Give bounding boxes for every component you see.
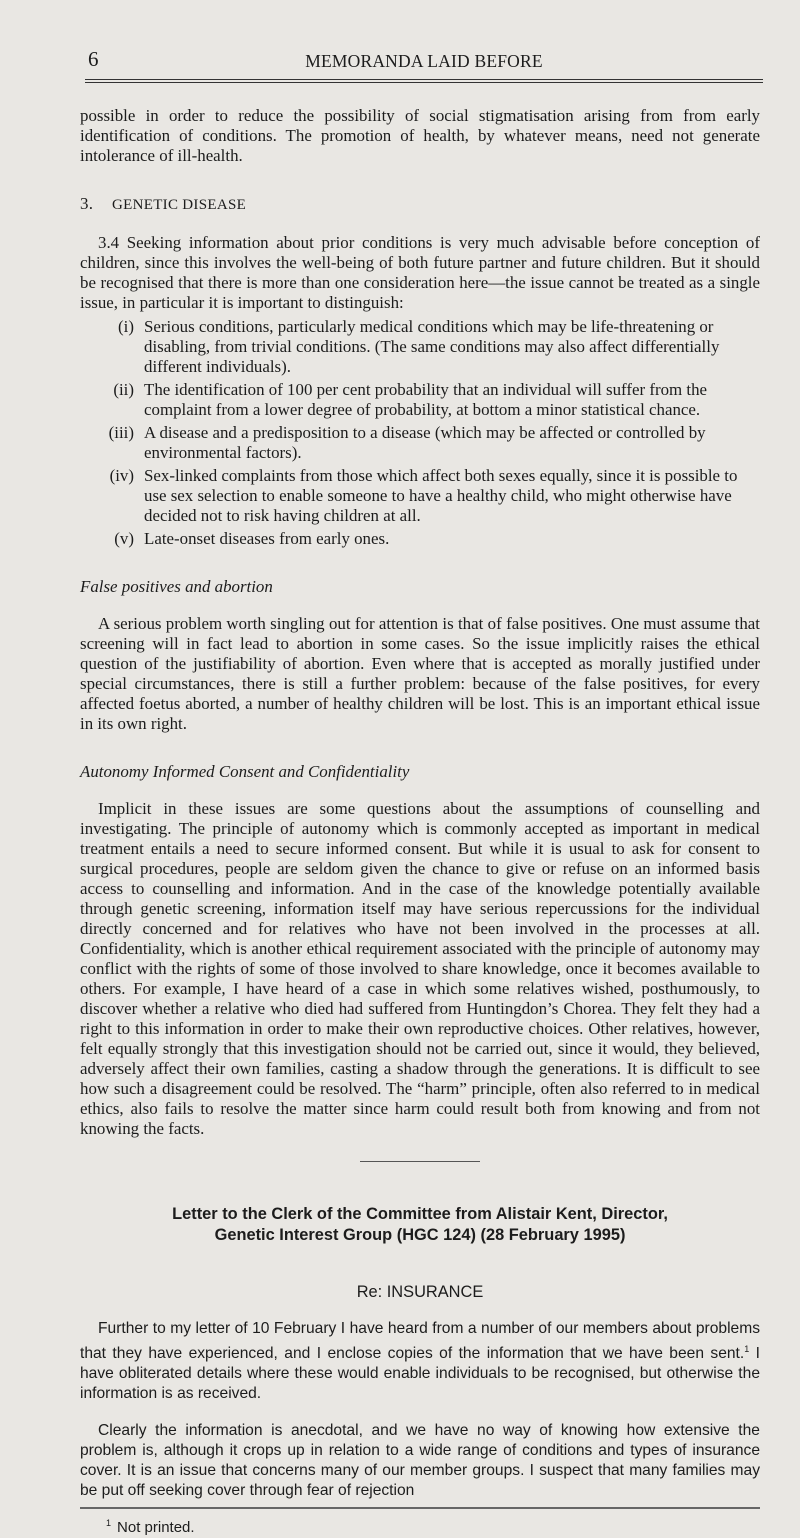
footnote-reference: 1 [744,1344,750,1354]
list-item-text: Late-onset diseases from early ones. [144,529,390,548]
list-item-text: Sex-linked complaints from those which affect both sexes equally, since it is possible to use sex selection to enable someone to have a healthy child, who might otherwise have decided not to risk having children at all. [144,466,738,525]
footnote-text: Not printed. [117,1519,195,1537]
list-item-number: (i) [118,317,134,336]
footnote-rule [80,1507,760,1509]
list-item [80,529,760,549]
letter-title-line2: Genetic Interest Group (HGC 124) (28 February 1995) [214,1226,626,1244]
autonomy-heading: Autonomy Informed Consent and Confidentiality [80,762,410,781]
header-rule [85,79,763,83]
list-item [80,423,760,463]
section-heading [80,194,760,215]
letter-paragraph-1-end: I have obliterated details where these would enable individuals to be recognised, but otherwise the information is as received. [80,1345,760,1403]
letter-subject: Re: INSURANCE [356,1283,484,1301]
letter-paragraph-2: Clearly the information is anecdotal, and we have no way of knowing how extensive the problem is, although it crops up in relation to a wide range of conditions and types of insurance cover. It is an issue that concerns many of our member groups. I suspect that many families may be put off seeking cover through fear of rejection [80,1422,760,1500]
list-item-number: (v) [114,529,134,548]
list-item-text: Serious conditions, particularly medical conditions which may be life-threatening or disabling, from trivial conditions. (The same conditions may also affect differentially different individuals). [144,317,720,376]
false-positives-paragraph: A serious problem worth singling out for attention is that of false positives. One must assume that screening will in fact lead to abortion in some cases. So the issue implicitly raises the ethical question of the justifiability of abortion. Even where that is accepted as morally justified under special circumstances, there is still a further problem: because of the false positives, for every affected foetus aborted, a number of healthy children will be lost. This is an important ethical issue in its own right. [80,614,760,733]
list-item [80,380,760,420]
section-number: 3. [80,194,94,213]
list-item [80,466,760,526]
section-title: GENETIC DISEASE [112,197,247,213]
list-item-text: The identification of 100 per cent probability that an individual will suffer from the complaint from a lower degree of probability, at bottom a minor statistical chance. [144,380,708,419]
list-item-number: (ii) [113,380,134,399]
page-number: 6 [88,47,99,71]
paragraph-3-4: 3.4 Seeking information about prior conditions is very much advisable before conception of children, since this involves the well-being of both future partner and future children. But it should be recognised that there is more than one consideration here—the issue cannot be treated as a single issue, in particular it is important to distinguish: [80,233,760,312]
running-title: MEMORANDA LAID BEFORE [305,51,543,71]
autonomy-paragraph: Implicit in these issues are some questions about the assumptions of counselling and investigating. The principle of autonomy which is commonly accepted as important in medical treatment entails a need to secure informed consent. But while it is usual to ask for consent to surgical procedures, people are seldom given the chance to give or refuse on an informed basis access to counselling and information. And in the case of the knowledge potentially available through genetic screening, information itself may have serious repercussions for the individual directly concerned and for relatives who have not been involved in the processes at all. Confidentiality, which is another ethical requirement associated with the principle of autonomy may conflict with the rights of some of those involved to share knowledge, once it becomes available to others. For example, I have heard of a case in which some relatives wished, posthumously, to discover whether a relative who died had suffered from Huntingdon’s Chorea. They felt they had a right to this information in order to make their own reproductive choices. Other relatives, however, felt equally strongly that this investigation should not be carried out, since it would, they believed, adversely affect their own families, casting a shadow through the generations. It is difficult to see how such a disagreement could be resolved. The “harm” principle, often also referred to in medical ethics, also fails to resolve the matter since harm could result both from knowing and from not knowing the facts. [80,799,760,1138]
footnote-marker: 1 [106,1518,112,1529]
list-item-number: (iv) [109,466,134,485]
list-item [80,317,760,377]
footnote [80,1513,760,1538]
intro-paragraph: possible in order to reduce the possibility of social stigmatisation arising from from early identification of conditions. The promotion of health, by whatever means, need not generate intolerance of ill-health. [80,106,760,165]
letter-paragraph-1-start: Further to my letter of 10 February I have heard from a number of our members about problems that they have experienced, and I enclose copies of the information that we have been sent. [80,1320,760,1363]
list-item-text: A disease and a predisposition to a disease (which may be affected or controlled by environmental factors). [144,423,706,462]
list-item-number: (iii) [108,423,134,442]
letter-title [80,1204,760,1246]
distinction-list [80,317,760,549]
letter-paragraph-1 [80,1319,760,1404]
page-body [80,106,760,1538]
letter-title-line1: Letter to the Clerk of the Committee from Alistair Kent, Director, [172,1205,668,1223]
false-positives-heading: False positives and abortion [80,577,273,596]
section-divider [360,1161,480,1162]
